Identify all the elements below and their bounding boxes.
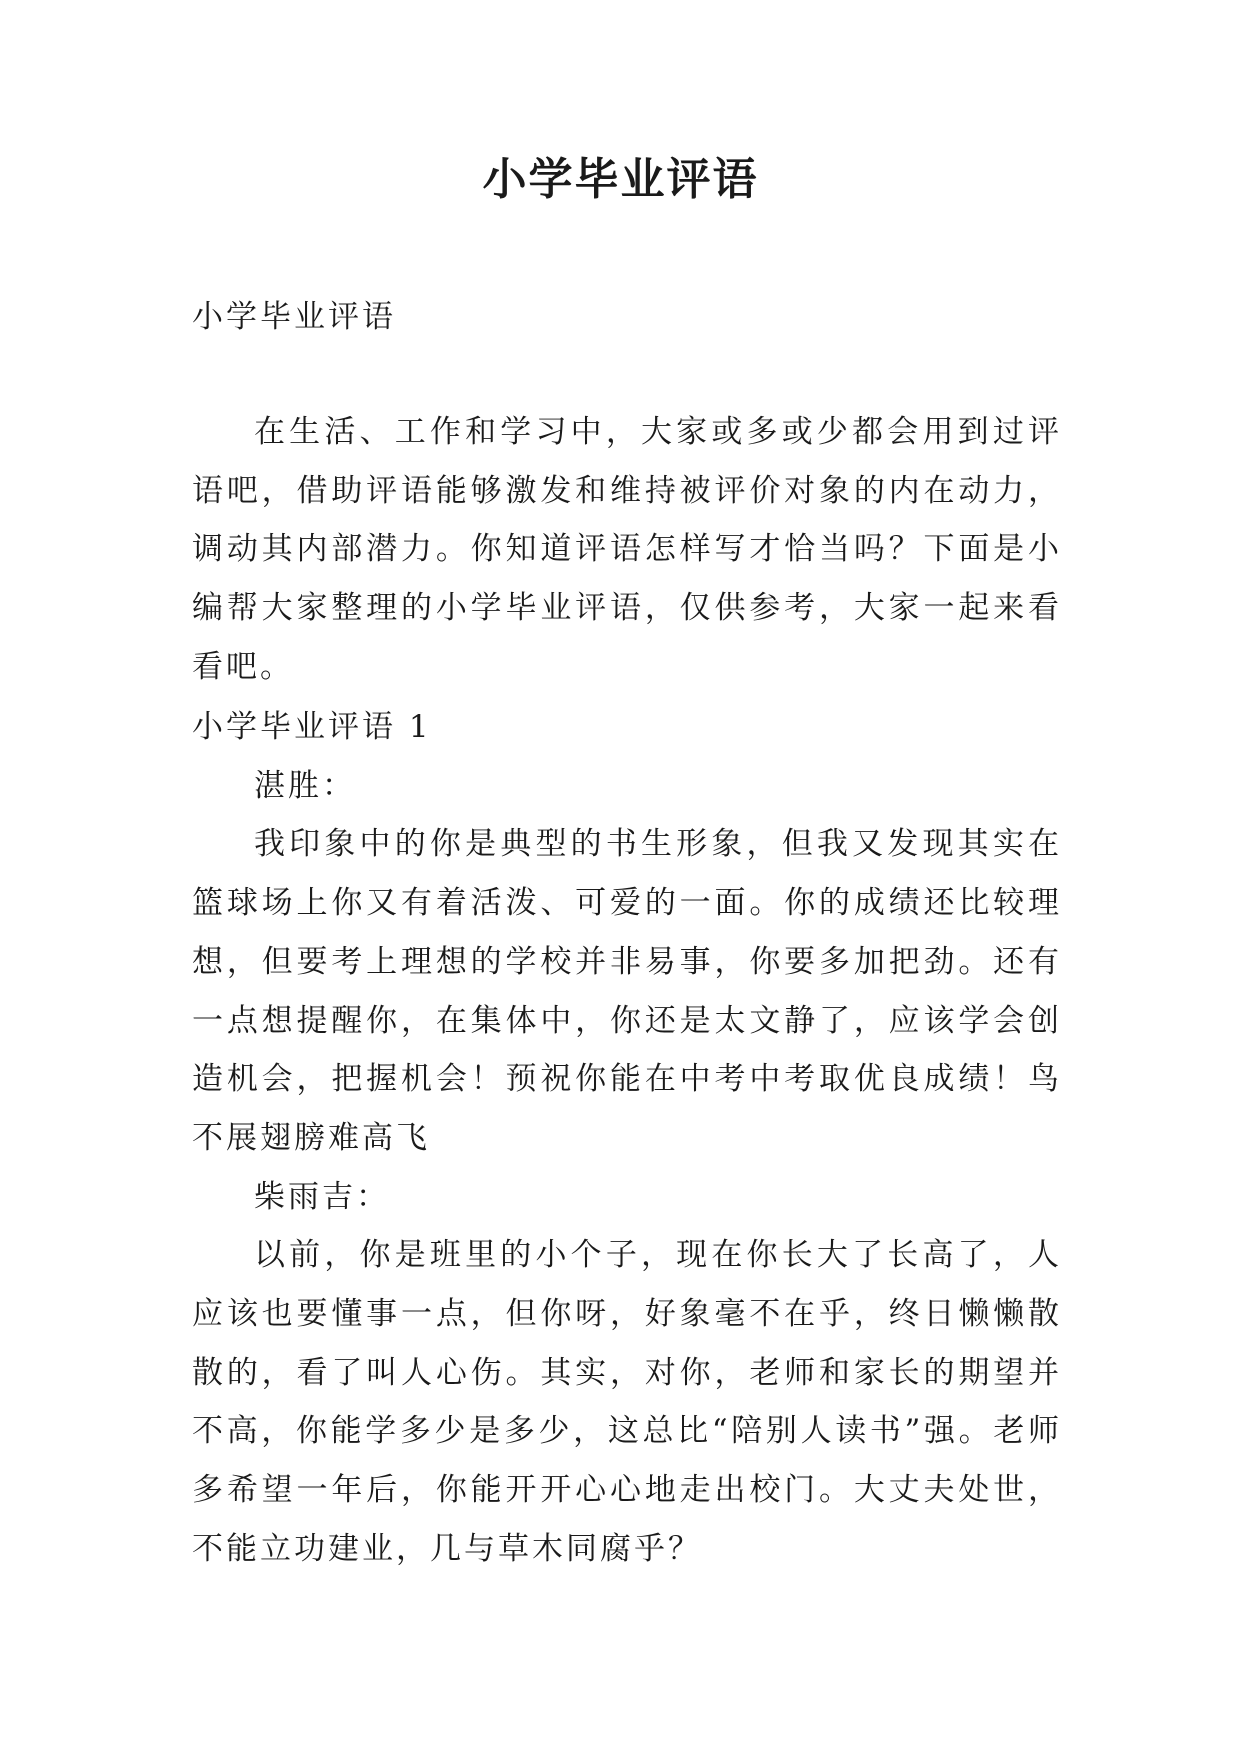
student-comment: 我印象中的你是典型的书生形象，但我又发现其实在篮球场上你又有着活泼、可爱的一面。你的成绩还比较理想，但要考上理想的学校并非易事，你要多加把劲。还有一点想提醒你，在集体中，你还是太文静了，应该学会创造机会，把握机会！预祝你能在中考中考取优良成绩！鸟不展翅膀难高飞: [192, 826, 1062, 1156]
document-subtitle: 小学毕业评语: [192, 299, 396, 335]
section-heading: 小学毕业评语 1: [192, 709, 432, 745]
student-comment: 以前，你是班里的小个子，现在你长大了长高了，人应该也要懂事一点，但你呀，好象毫不在乎，终日懒懒散散的，看了叫人心伤。其实，对你，老师和家长的期望并不高，你能学多少是多少，这总比“陪别人读书”强。老师多希望一年后，你能开开心心地走出校门。大丈夫处世，不能立功建业，几与草木同腐乎？: [192, 1237, 1062, 1567]
student-name: 柴雨吉：: [254, 1178, 390, 1215]
comment-section: [192, 698, 1062, 1579]
document-title: 小学毕业评语: [482, 154, 759, 205]
student-name: 湛胜：: [254, 767, 356, 804]
intro-paragraph: 在生活、工作和学习中，大家或多或少都会用到过评语吧，借助评语能够激发和维持被评价对象的内在动力，调动其内部潜力。你知道评语怎样写才恰当吗？下面是小编帮大家整理的小学毕业评语，仅供参考，大家一起来看看吧。: [192, 414, 1062, 685]
